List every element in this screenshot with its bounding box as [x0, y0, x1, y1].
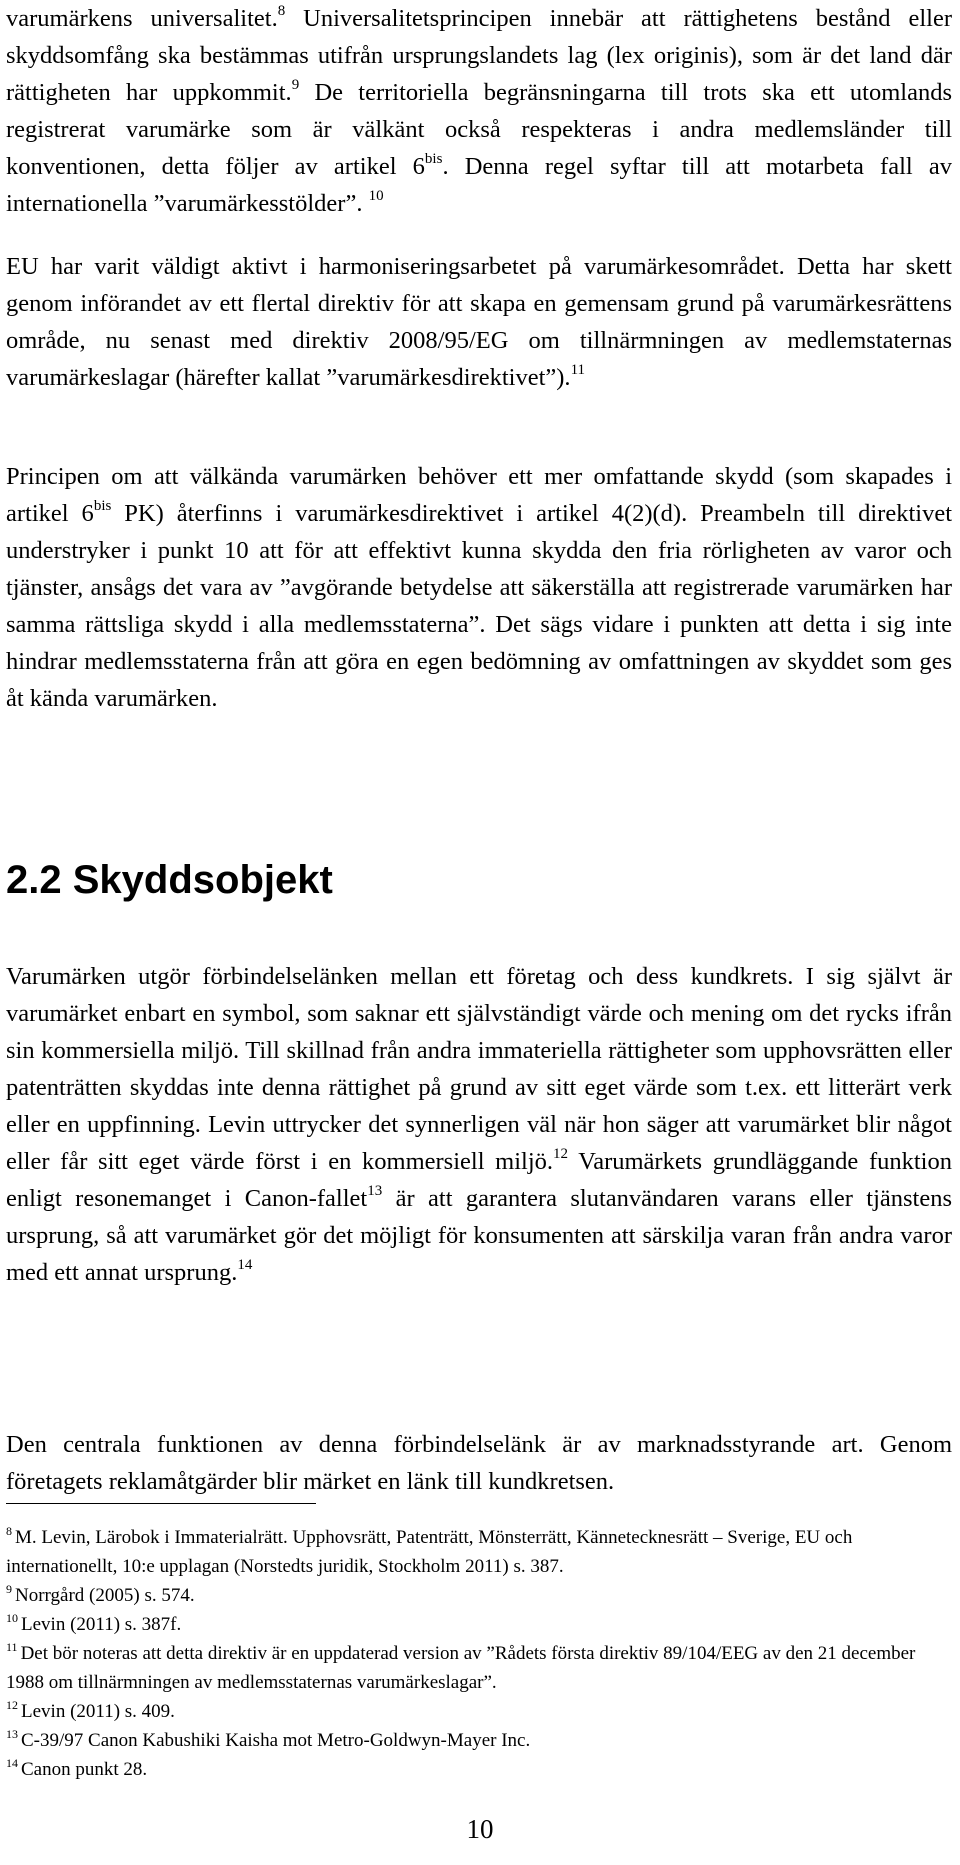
footnote-text: Norrgård (2005) s. 574. — [15, 1585, 195, 1606]
footnote-list — [6, 1523, 952, 1784]
footnote-item — [6, 1610, 952, 1639]
footnote-number: 14 — [6, 1755, 18, 1770]
footnote-text: M. Levin, Lärobok i Immaterialrätt. Upphovsrätt, Patenträtt, Mönsterrätt, Kännetecknesrätt – Sverige, EU och internationellt, 10:e upplagan (Norstedts juridik, Stockholm 2011) s. 387. — [6, 1527, 853, 1577]
footnote-item — [6, 1581, 952, 1610]
footnote-text: Canon punkt 28. — [21, 1759, 148, 1780]
footnote-reference: bis — [424, 150, 443, 167]
footnote-reference: 10 — [368, 187, 384, 204]
paragraph-text: EU har varit väldigt aktivt i harmoniseringsarbetet på varumärkesområdet. Detta har skett genom införandet av ett flertal direktiv för att skapa en gemensam grund på varumärkesrättens område, nu senast med direktiv 2008/95/EG om tillnärmningen av medlemstaternas varumärkeslagar (härefter kallat ”varumärkesdirektivet”). — [6, 253, 952, 391]
footnote-reference: 8 — [277, 2, 286, 19]
footnote-number: 13 — [6, 1726, 18, 1741]
footnote-item — [6, 1697, 952, 1726]
footnote-reference: 9 — [291, 76, 300, 93]
paragraph-text: Principen om att välkända varumärken behöver ett mer omfattande skydd (som skapades i artikel 6 — [6, 463, 952, 527]
paragraph-text: Varumärken utgör förbindelselänken mellan ett företag och dess kundkrets. I sig självt är varumärket enbart en symbol, som saknar ett självständigt värde och mening om det rycks ifrån sin kommersiella miljö. Till skillnad från andra immateriella rättigheter som upphovsrätten eller patenträtten skyddas inte denna rättighet på grund av sitt eget värde som t.ex. ett litterärt verk eller en uppfinning. Levin uttrycker det synnerligen väl när hon säger att varumärket blir något eller får sitt eget värde först i en kommersiell miljö. — [6, 963, 952, 1175]
paragraph-trademark-function — [6, 958, 952, 1291]
paragraph-text: är att garantera slutanvändaren varans eller tjänstens ursprung, så att varumärket gör det möjligt för konsumenten att särskilja varan från andra varor med ett annat ursprung. — [6, 1185, 952, 1286]
footnote-reference: 11 — [570, 361, 586, 378]
footnote-reference: 14 — [237, 1256, 253, 1273]
footnote-text: C-39/97 Canon Kabushiki Kaisha mot Metro-Goldwyn-Mayer Inc. — [21, 1730, 531, 1751]
footnote-text: Levin (2011) s. 409. — [21, 1701, 175, 1722]
section-heading: 2.2 Skyddsobjekt — [6, 858, 333, 902]
paragraph-text: Universalitetsprincipen innebär att rättighetens bestånd eller skyddsomfång ska bestämmas utifrån ursprungslandets lag (lex originis), som är det land där rättigheten har uppkommit. — [6, 5, 952, 106]
paragraph-text: . Denna regel syftar till att motarbeta fall av internationella ”varumärkesstölder”. — [6, 153, 952, 217]
footnote-reference: 12 — [553, 1145, 569, 1162]
footnote-item — [6, 1639, 952, 1697]
paragraph-market-function — [6, 1426, 952, 1500]
footnote-item — [6, 1726, 952, 1755]
footnote-number: 11 — [6, 1639, 18, 1654]
footnote-reference: bis — [93, 497, 112, 514]
footnote-item — [6, 1755, 952, 1784]
paragraph-well-known-marks — [6, 458, 952, 717]
paragraph-universality — [6, 0, 952, 222]
footnote-number: 12 — [6, 1697, 18, 1712]
paragraph-text: PK) återfinns i varumärkesdirektivet i artikel 4(2)(d). Preambeln till direktivet understryker i punkt 10 att för att effektivt kunna skydda den fria rörligheten av varor och tjänster, ansågs det vara av ”avgörande betydelse att säkerställa att registrerade varumärken har samma rättsliga skydd i alla medlemsstaterna”. Det sägs vidare i punkten att detta i sig inte hindrar medlemsstaterna från att göra en egen bedömning av omfattningen av skyddet som ges åt kända varumärken. — [6, 500, 953, 712]
footnote-number: 9 — [6, 1581, 12, 1596]
paragraph-eu-harmonisation — [6, 248, 952, 396]
paragraph-text: Den centrala funktionen av denna förbindelselänk är av marknadsstyrande art. Genom företagets reklamåtgärder blir märket en länk till kundkretsen. — [6, 1431, 952, 1495]
footnote-text: Levin (2011) s. 387f. — [21, 1614, 182, 1635]
footnote-item — [6, 1523, 952, 1581]
footnote-reference: 13 — [367, 1182, 383, 1199]
footnote-number: 8 — [6, 1523, 12, 1538]
paragraph-text: Varumärkets grundläggande funktion enligt resonemanget i Canon-fallet — [6, 1148, 952, 1212]
footnote-number: 10 — [6, 1610, 18, 1625]
paragraph-text: De territoriella begränsningarna till trots ska ett utomlands registrerat varumärke som är välkänt också respekteras i andra medlemsländer till konventionen, detta följer av artikel 6 — [6, 79, 952, 180]
footnote-text: Det bör noteras att detta direktiv är en uppdaterad version av ”Rådets första direktiv 89/104/EEG av den 21 december 1988 om tillnärmningen av medlemsstaternas varumärkeslagar”. — [6, 1643, 916, 1693]
paragraph-text: varumärkens universalitet. — [6, 5, 278, 32]
footnote-separator — [6, 1503, 316, 1504]
page-number: 10 — [466, 1814, 494, 1844]
